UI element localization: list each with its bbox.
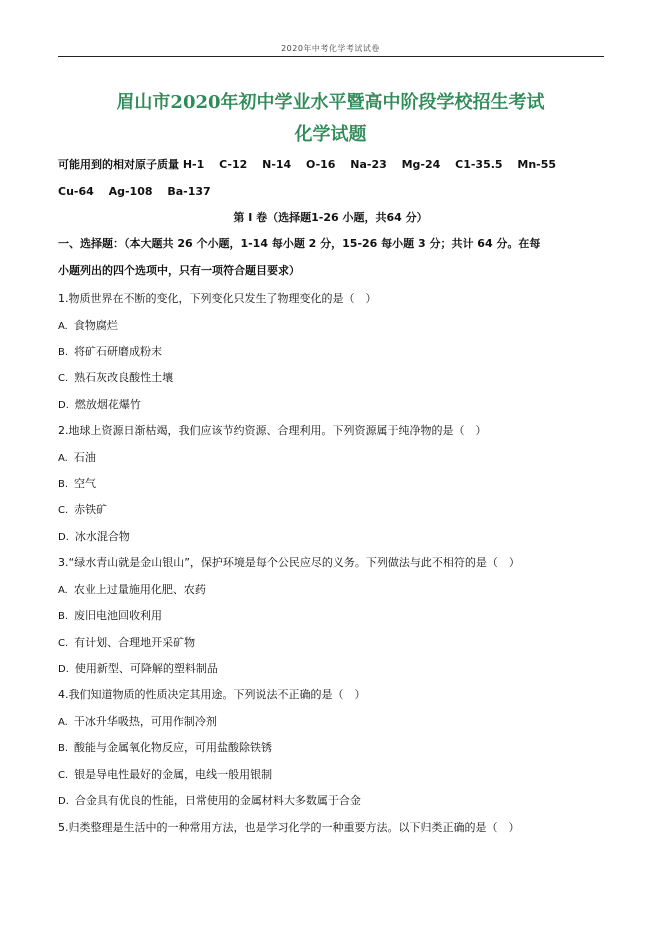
- question-3-option-d: D. 使用新型、可降解的塑料制品: [58, 662, 218, 675]
- section-instruction-line-1: 一、选择题：（本大题共 26 个小题，1-14 每小题 2 分，15-26 每小题 3 分；共计 64 分。在每: [58, 237, 541, 250]
- question-2-option-a: A. 石油: [58, 451, 96, 464]
- exam-title: 眉山市2020年初中学业水平暨高中阶段学校招生考试: [116, 92, 545, 113]
- running-header: 2020年中考化学考试试卷: [281, 44, 380, 53]
- question-3-option-a: A. 农业上过量施用化肥、农药: [58, 583, 206, 596]
- question-3-stem: 3.“绿水青山就是金山银山”，保护环境是每个公民应尽的义务。下列做法与此不相符的是（ ）: [58, 556, 520, 569]
- question-4-stem: 4.我们知道物质的性质决定其用途。下列说法不正确的是（ ）: [58, 688, 366, 701]
- question-1-option-b: B. 将矿石研磨成粉末: [58, 345, 163, 358]
- question-3-option-b: B. 废旧电池回收利用: [58, 609, 163, 622]
- question-2-option-b: B. 空气: [58, 477, 97, 490]
- section-heading: 第 I 卷（选择题1-26 小题，共64 分）: [233, 211, 428, 224]
- question-3-option-c: C. 有计划、合理地开采矿物: [58, 636, 196, 649]
- atomic-mass-line-2: Cu-64 Ag-108 Ba-137: [58, 185, 211, 198]
- question-4-option-c: C. 银是导电性最好的金属，电线一般用银制: [58, 768, 273, 781]
- section-instruction-line-2: 小题列出的四个选项中，只有一项符合题目要求）: [58, 264, 300, 277]
- exam-subtitle: 化学试题: [294, 124, 367, 145]
- question-5-stem: 5.归类整理是生活中的一种常用方法，也是学习化学的一种重要方法。以下归类正确的是（ ）: [58, 821, 520, 834]
- question-1-option-c: C. 熟石灰改良酸性土壤: [58, 371, 174, 384]
- header-divider: [58, 56, 604, 57]
- atomic-mass-line-1: 可能用到的相对原子质量 H-1 C-12 N-14 O-16 Na-23 Mg-24 C1-35.5 Mn-55: [58, 158, 557, 171]
- question-4-option-a: A. 干冰升华吸热，可用作制冷剂: [58, 715, 217, 728]
- question-2-stem: 2.地球上资源日渐枯竭，我们应该节约资源、合理利用。下列资源属于纯净物的是（ ）: [58, 424, 487, 437]
- question-4-option-d: D. 合金具有优良的性能，日常使用的金属材料大多数属于合金: [58, 794, 361, 807]
- question-1-option-a: A. 食物腐烂: [58, 319, 118, 332]
- question-4-option-b: B. 酸能与金属氧化物反应，可用盐酸除铁锈: [58, 741, 273, 754]
- question-1-option-d: D. 燃放烟花爆竹: [58, 398, 141, 411]
- question-2-option-c: C. 赤铁矿: [58, 503, 108, 516]
- question-1-stem: 1.物质世界在不断的变化，下列变化只发生了物理变化的是（ ）: [58, 292, 377, 305]
- question-2-option-d: D. 冰水混合物: [58, 530, 130, 543]
